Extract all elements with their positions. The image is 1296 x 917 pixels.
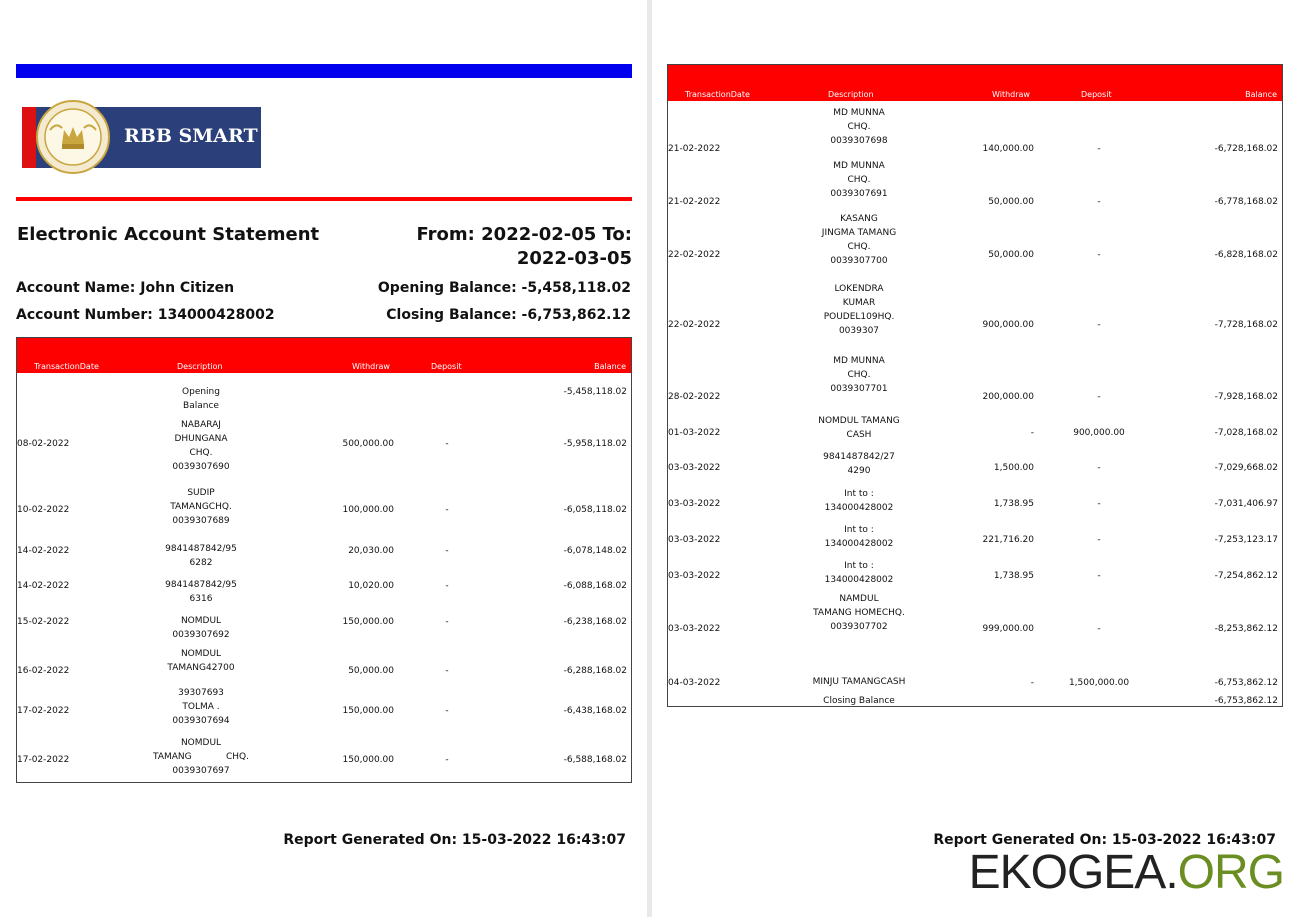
- description-line: 0039307694: [172, 716, 230, 726]
- closing-balance: Closing Balance: -6,753,862.12: [386, 307, 631, 323]
- transaction-date: 04-03-2022: [668, 678, 721, 688]
- date-range-line2: 2022-03-05: [516, 248, 632, 269]
- logo-text: RBB SMART: [124, 125, 258, 147]
- description-line: NOMDUL: [180, 649, 222, 659]
- balance-amount: -6,438,168.02: [563, 706, 627, 716]
- description-line: NAMDUL: [839, 594, 879, 604]
- deposit-amount: -: [445, 666, 449, 676]
- transaction-date: 03-03-2022: [668, 571, 721, 581]
- balance-amount: -6,828,168.02: [1214, 250, 1278, 260]
- watermark-part2: ORG: [1177, 846, 1284, 899]
- balance-amount: -6,753,862.12: [1214, 696, 1278, 706]
- col-header-withdraw: Withdraw: [352, 362, 390, 371]
- description-line: KUMAR: [842, 298, 876, 308]
- balance-amount: -6,753,862.12: [1214, 678, 1278, 688]
- description-line: 0039307692: [172, 630, 230, 640]
- balance-amount: -6,778,168.02: [1214, 197, 1278, 207]
- transaction-date: 15-02-2022: [17, 617, 70, 627]
- withdraw-amount: 1,500.00: [993, 463, 1034, 473]
- deposit-amount: -: [1097, 535, 1101, 545]
- balance-amount: -6,078,148.02: [563, 546, 627, 556]
- deposit-amount: -: [1097, 624, 1101, 634]
- balance-amount: -8,253,862.12: [1214, 624, 1278, 634]
- description-line: CHQ.: [847, 175, 871, 185]
- transactions-table-page-2: [667, 64, 1283, 707]
- description-line: CHQ.: [847, 242, 871, 252]
- balance-amount: -7,253,123.17: [1214, 535, 1278, 545]
- deposit-amount: -: [1097, 144, 1101, 154]
- description-line: 0039307698: [830, 136, 888, 146]
- report-generated-page-1: Report Generated On: 15-03-2022 16:43:07: [283, 832, 626, 848]
- withdraw-amount: 100,000.00: [342, 505, 394, 515]
- withdraw-amount: 500,000.00: [342, 439, 394, 449]
- transaction-date: 01-03-2022: [668, 428, 721, 438]
- account-number: Account Number: 134000428002: [16, 307, 275, 323]
- col-header-withdraw: Withdraw: [992, 90, 1030, 99]
- balance-amount: -7,254,862.12: [1214, 571, 1278, 581]
- balance-amount: -7,728,168.02: [1214, 320, 1278, 330]
- balance-amount: -6,238,168.02: [563, 617, 627, 627]
- balance-amount: -5,458,118.02: [563, 387, 627, 397]
- withdraw-amount: 20,030.00: [348, 546, 394, 556]
- description-line: NABARAJ: [181, 420, 221, 430]
- description-line: SUDIP: [187, 488, 215, 498]
- col-header-deposit: Deposit: [431, 362, 462, 371]
- bank-logo: [22, 107, 261, 168]
- description-line: Closing Balance: [823, 696, 895, 706]
- description-line: Opening: [182, 387, 220, 397]
- transaction-date: 17-02-2022: [17, 755, 70, 765]
- description-line: NOMDUL TAMANG: [818, 416, 900, 426]
- description-line: 0039307697: [172, 766, 230, 776]
- balance-amount: -6,058,118.02: [563, 505, 627, 515]
- balance-amount: -6,588,168.02: [563, 755, 627, 765]
- balance-amount: -7,028,168.02: [1214, 428, 1278, 438]
- description-line: POUDEL109HQ.: [823, 312, 895, 322]
- deposit-amount: -: [1097, 499, 1101, 509]
- top-blue-bar: [16, 64, 632, 78]
- description-line: TAMANG42700: [167, 663, 235, 673]
- description-line: CHQ.: [847, 122, 871, 132]
- deposit-amount: -: [1097, 571, 1101, 581]
- transaction-date: 08-02-2022: [17, 439, 70, 449]
- withdraw-amount: 900,000.00: [982, 320, 1034, 330]
- statement-page-1: [0, 0, 647, 917]
- table-header: [17, 338, 631, 373]
- description-line: CHQ.: [189, 448, 213, 458]
- withdraw-amount: 140,000.00: [982, 144, 1034, 154]
- transaction-date: 21-02-2022: [668, 197, 721, 207]
- description-line: 9841487842/95: [165, 544, 237, 554]
- description-line: 0039307689: [172, 516, 230, 526]
- header-underline: [17, 373, 131, 374]
- col-header-date: TransactionDate: [685, 90, 750, 99]
- description-line: TOLMA .: [182, 702, 220, 712]
- withdraw-amount: 150,000.00: [342, 617, 394, 627]
- red-divider-bar: [16, 197, 632, 201]
- table-header: [668, 65, 1282, 101]
- col-header-balance: Balance: [594, 362, 626, 371]
- description-line: LOKENDRA: [834, 284, 884, 294]
- col-header-description: Description: [828, 90, 874, 99]
- description-line: Balance: [183, 401, 219, 411]
- transaction-date: 28-02-2022: [668, 392, 721, 402]
- transaction-date: 03-03-2022: [668, 624, 721, 634]
- deposit-amount: -: [1097, 463, 1101, 473]
- transaction-date: 21-02-2022: [668, 144, 721, 154]
- balance-amount: -7,029,668.02: [1214, 463, 1278, 473]
- deposit-amount: -: [1097, 320, 1101, 330]
- transaction-date: 03-03-2022: [668, 463, 721, 473]
- deposit-amount: -: [445, 706, 449, 716]
- withdraw-amount: 10,020.00: [348, 581, 394, 591]
- watermark-part1: EKOGEA.: [968, 846, 1178, 899]
- description-line: 0039307702: [830, 622, 888, 632]
- deposit-amount: -: [445, 755, 449, 765]
- watermark: [969, 845, 1284, 900]
- deposit-amount: -: [445, 546, 449, 556]
- withdraw-amount: 221,716.20: [982, 535, 1034, 545]
- description-line: MD MUNNA: [833, 161, 885, 171]
- description-line: 6282: [189, 558, 213, 568]
- withdraw-amount: 1,738.95: [993, 499, 1034, 509]
- deposit-amount: -: [445, 581, 449, 591]
- col-header-deposit: Deposit: [1081, 90, 1112, 99]
- description-line: 4290: [847, 466, 871, 476]
- crown-emblem-icon: [36, 100, 110, 174]
- description-line: Int to :: [844, 489, 874, 499]
- withdraw-amount: -: [1030, 678, 1034, 688]
- withdraw-amount: 50,000.00: [988, 250, 1034, 260]
- deposit-amount: -: [1097, 197, 1101, 207]
- report-generated-page-2: Report Generated On: 15-03-2022 16:43:07: [933, 832, 1276, 848]
- description-line: TAMANG CHQ.: [153, 752, 249, 762]
- deposit-amount: 1,500,000.00: [1068, 678, 1130, 688]
- description-line: 0039307690: [172, 462, 230, 472]
- transaction-date: 03-03-2022: [668, 535, 721, 545]
- transaction-date: 16-02-2022: [17, 666, 70, 676]
- withdraw-amount: 50,000.00: [988, 197, 1034, 207]
- description-line: 0039307700: [830, 256, 888, 266]
- deposit-amount: -: [445, 617, 449, 627]
- statement-title: Electronic Account Statement: [17, 224, 320, 245]
- col-header-date: TransactionDate: [34, 362, 99, 371]
- description-line: NOMDUL: [180, 738, 222, 748]
- balance-amount: -5,958,118.02: [563, 439, 627, 449]
- deposit-amount: -: [1097, 250, 1101, 260]
- balance-amount: -7,031,406.97: [1214, 499, 1278, 509]
- balance-amount: -7,928,168.02: [1214, 392, 1278, 402]
- transaction-date: 17-02-2022: [17, 706, 70, 716]
- withdraw-amount: -: [1030, 428, 1034, 438]
- transaction-date: 03-03-2022: [668, 499, 721, 509]
- transaction-date: 14-02-2022: [17, 581, 70, 591]
- withdraw-amount: 1,738.95: [993, 571, 1034, 581]
- description-line: JINGMA TAMANG: [821, 228, 897, 238]
- description-line: MD MUNNA: [833, 356, 885, 366]
- deposit-amount: -: [1097, 392, 1101, 402]
- description-line: 134000428002: [824, 575, 894, 585]
- withdraw-amount: 999,000.00: [982, 624, 1034, 634]
- description-line: 134000428002: [824, 539, 894, 549]
- description-line: 9841487842/95: [165, 580, 237, 590]
- account-name: Account Name: John Citizen: [16, 280, 235, 296]
- withdraw-amount: 150,000.00: [342, 755, 394, 765]
- balance-amount: -6,728,168.02: [1214, 144, 1278, 154]
- opening-balance: Opening Balance: -5,458,118.02: [377, 280, 631, 296]
- description-line: TAMANG HOMECHQ.: [813, 608, 905, 618]
- description-line: 39307693: [178, 688, 224, 698]
- description-line: MD MUNNA: [833, 108, 885, 118]
- deposit-amount: -: [445, 439, 449, 449]
- transaction-date: 22-02-2022: [668, 250, 721, 260]
- deposit-amount: -: [445, 505, 449, 515]
- withdraw-amount: 150,000.00: [342, 706, 394, 716]
- description-line: TAMANGCHQ.: [170, 502, 232, 512]
- withdraw-amount: 50,000.00: [348, 666, 394, 676]
- description-line: CHQ.: [847, 370, 871, 380]
- description-line: 9841487842/27: [823, 452, 895, 462]
- date-range-line1: From: 2022-02-05 To:: [416, 224, 632, 245]
- col-header-balance: Balance: [1245, 90, 1277, 99]
- description-line: 134000428002: [824, 503, 894, 513]
- description-line: CASH: [846, 430, 872, 440]
- transactions-table-page-1: [16, 337, 632, 783]
- deposit-amount: 900,000.00: [1073, 428, 1125, 438]
- col-header-description: Description: [177, 362, 223, 371]
- description-line: KASANG: [840, 214, 878, 224]
- description-line: Int to :: [844, 561, 874, 571]
- description-line: MINJU TAMANGCASH: [812, 677, 906, 687]
- description-line: DHUNGANA: [174, 434, 228, 444]
- transaction-date: 14-02-2022: [17, 546, 70, 556]
- balance-amount: -6,288,168.02: [563, 666, 627, 676]
- description-line: Int to :: [844, 525, 874, 535]
- withdraw-amount: 200,000.00: [982, 392, 1034, 402]
- description-line: NOMDUL: [180, 616, 222, 626]
- description-line: 0039307691: [830, 189, 888, 199]
- description-line: 0039307: [838, 326, 880, 336]
- description-line: 6316: [189, 594, 213, 604]
- transaction-date: 10-02-2022: [17, 505, 70, 515]
- description-line: 0039307701: [830, 384, 888, 394]
- balance-amount: -6,088,168.02: [563, 581, 627, 591]
- statement-page-2: [652, 0, 1296, 917]
- transaction-date: 22-02-2022: [668, 320, 721, 330]
